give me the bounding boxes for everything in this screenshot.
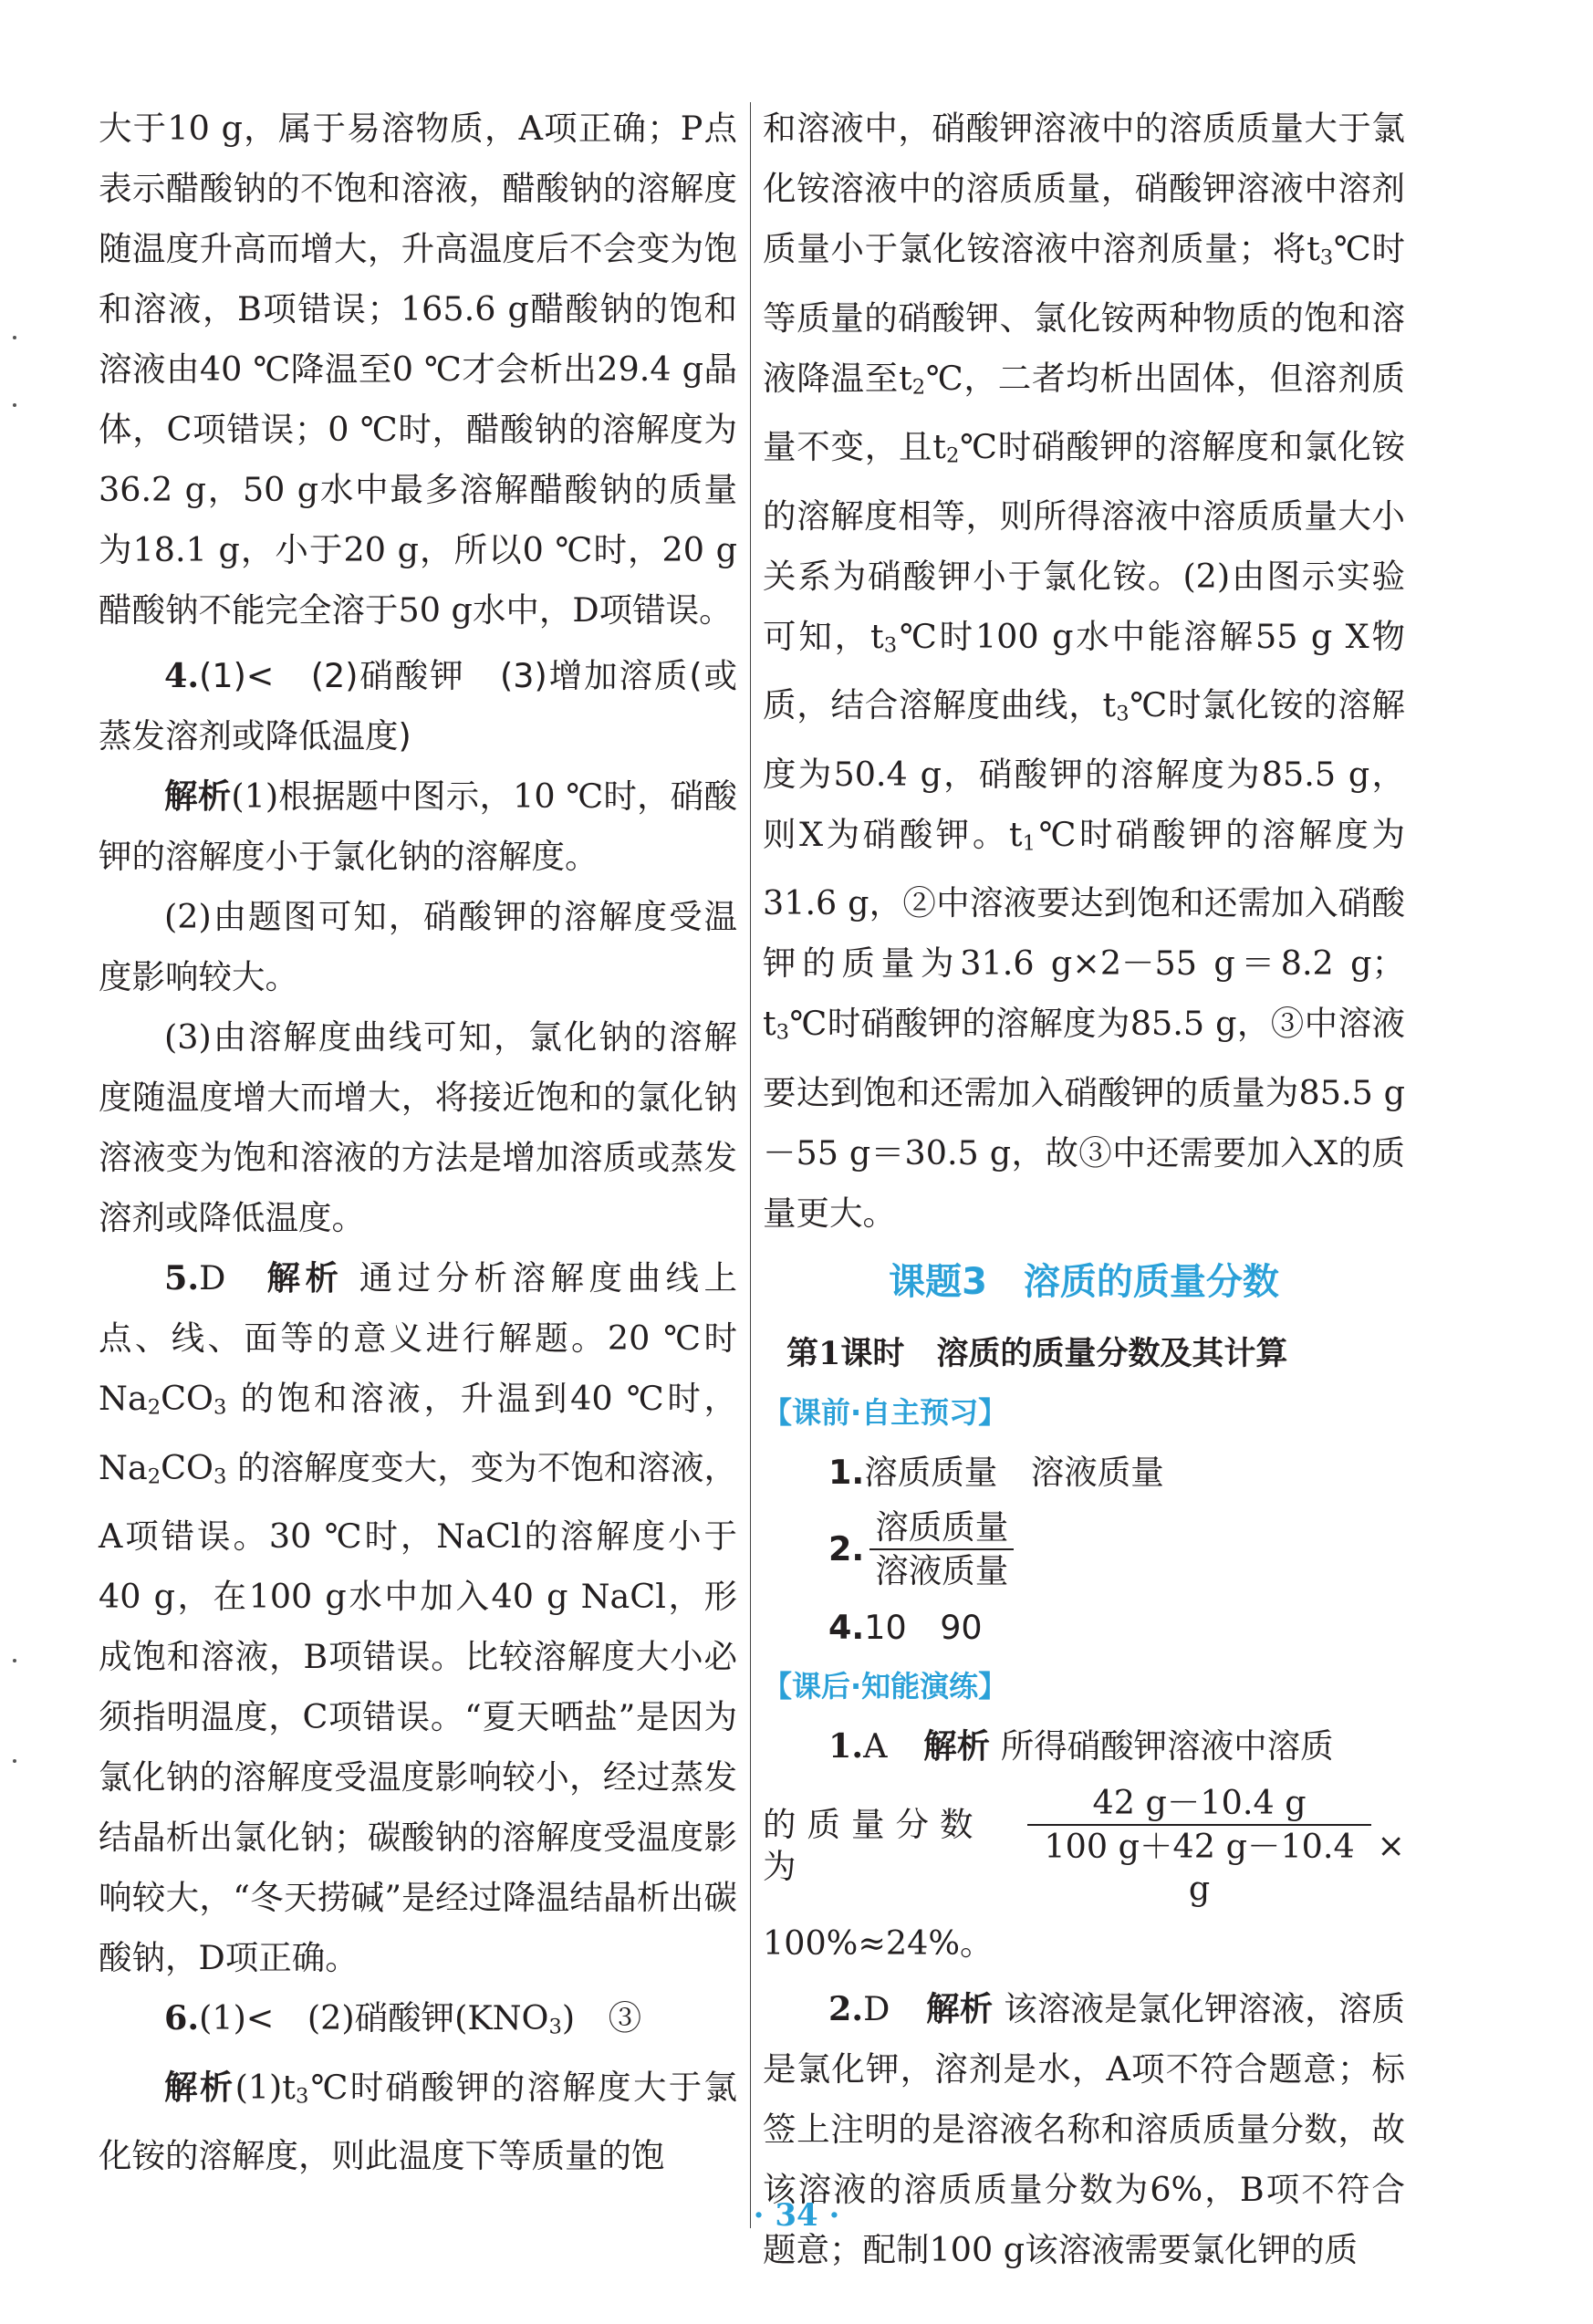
tag-after-class: 【课后·知能演练】 bbox=[763, 1668, 1008, 1704]
formula-sub: 3 bbox=[295, 2084, 309, 2109]
formula-sub: 3 bbox=[548, 2015, 562, 2039]
question-number: 2. bbox=[828, 1528, 865, 1568]
fraction-denominator: 100 g＋42 g－10.4 g bbox=[1044, 1826, 1355, 1908]
explanation-text: ℃时硝酸钾的溶解度大于氯化铵的溶解度，则此温度下等质量的饱 bbox=[99, 2067, 737, 2176]
text: ℃时硝酸钾的溶解度为85.5 g，③中溶液要达到饱和还需加入硝酸钾的质量为85.5 g－55 g＝30.5 g，故③中还需要加入X的质量更大。 bbox=[763, 1004, 1405, 1233]
text: ℃时硝酸钾的溶解度为31.6 g，②中溶液要达到饱和还需加入硝酸钾的质量为31.6 g×2－55 g＝8.2 g；t bbox=[763, 814, 1405, 1044]
fraction-numerator: 42 g－10.4 g bbox=[1027, 1782, 1372, 1826]
explanation-4-3: (3)由溶解度曲线可知，氯化钠的溶解度随温度增大而增大，将接近饱和的氯化钠溶液变为饱和溶液的方法是增加溶质或蒸发溶剂或降低温度。 bbox=[99, 1017, 737, 1237]
formula-part: CO bbox=[161, 1447, 213, 1487]
answer-text: (1)< (2)硝酸钾(KNO bbox=[199, 1998, 549, 2038]
explanation-text: 的溶解度变大，变为不饱和溶液，A项错误。30 ℃时，NaCl的溶解度小于40 g，在100 g水中加入40 g NaCl，形成饱和溶液，B项错误。比较溶解度大小必须指明温度，C项错误。“夏天晒盐”是因为氯化钠的溶解度受温度影响较小，经过蒸发结晶析出氯化钠；碳酸钠的溶解度受温度影响较大，“冬天捞碱”是经过降温结晶析出碳酸钠，D项正确。 bbox=[99, 1447, 737, 1978]
fraction-numerator: 溶质质量 bbox=[869, 1506, 1014, 1550]
exercise-1-formula bbox=[763, 1782, 1405, 1910]
explanation-text: 该溶液是氯化钾溶液，溶质是氯化钾，溶剂是水，A项不符合题意；标签上注明的是溶液名称和溶质质量分数，故该溶液的溶质质量分数为6%，B项不符合题意；配制100 g该溶液需要氯化钾的质 bbox=[763, 1988, 1405, 2269]
answer-5 bbox=[99, 1248, 737, 1988]
formula-part: Na bbox=[99, 1379, 148, 1418]
answer-text: (1)< (2)硝酸钾 (3)增加溶质(或蒸发溶剂或降低温度) bbox=[99, 656, 737, 756]
text: ℃时100 g水中能溶解55 g X物质，结合溶解度曲线，t bbox=[763, 616, 1406, 725]
answer-6 bbox=[99, 1988, 737, 2058]
question-number: 4. bbox=[828, 1607, 865, 1647]
binding-mark bbox=[13, 1759, 16, 1763]
answer-text: ) ③ bbox=[561, 1998, 642, 2038]
answer-text: 溶质质量 溶液质量 bbox=[864, 1452, 1164, 1492]
text: ℃时等质量的硝酸钾、氯化铵两种物质的饱和溶液降温至t bbox=[763, 229, 1405, 398]
answer-letter: D bbox=[199, 1258, 226, 1297]
jiexi-label: 解析 bbox=[266, 1258, 344, 1297]
formula-sub: 2 bbox=[147, 1395, 161, 1420]
text: ℃，二者均析出固体，但溶剂质量不变，且t bbox=[763, 358, 1405, 467]
question-number: 1. bbox=[828, 1725, 864, 1766]
text: ℃时氯化铵的溶解度为50.4 g，硝酸钾的溶解度为85.5 g，则X为硝酸钾。t bbox=[763, 685, 1405, 854]
question-number: 2. bbox=[828, 1988, 864, 2028]
lesson-title: 第1课时 溶质的质量分数及其计算 bbox=[786, 1334, 1288, 1372]
exercise-2 bbox=[763, 1979, 1405, 2280]
question-number: 1. bbox=[828, 1452, 865, 1492]
answer-text: 10 90 bbox=[864, 1607, 983, 1647]
formula-sub: 3 bbox=[213, 1464, 227, 1489]
explanation-text: (1)根据题中图示，10 ℃时，硝酸钾的溶解度小于氯化钠的溶解度。 bbox=[99, 776, 737, 876]
explanation-6 bbox=[99, 2058, 737, 2187]
binding-mark bbox=[13, 336, 16, 339]
chem-formula bbox=[99, 1379, 226, 1418]
question-number: 4. bbox=[164, 656, 200, 695]
sub: 3 bbox=[1116, 702, 1130, 726]
formula-part: Na bbox=[99, 1447, 148, 1487]
sub: 3 bbox=[1319, 245, 1334, 270]
column-divider bbox=[750, 102, 751, 2228]
explanation-text: (1)t bbox=[234, 2067, 296, 2107]
chem-formula bbox=[99, 1448, 226, 1487]
answer-4 bbox=[99, 646, 737, 766]
sub: 3 bbox=[776, 1020, 790, 1045]
explanation-text: 的饱和溶液，升温到40 ℃时， bbox=[240, 1379, 737, 1418]
explanation-text: 所得硝酸钾溶液中溶质 bbox=[1000, 1725, 1334, 1766]
preview-answer-2 bbox=[828, 1506, 1405, 1592]
tag-preview: 【课前·自主预习】 bbox=[763, 1394, 1008, 1430]
jiexi-label: 解析 bbox=[923, 1725, 991, 1766]
explanation-6-continued bbox=[763, 99, 1405, 1244]
formula-prefix: 的质量分数为 bbox=[763, 1804, 984, 1886]
section-heading: 课题3 溶质的质量分数 bbox=[889, 1260, 1279, 1303]
question-number: 6. bbox=[164, 1998, 200, 2038]
fraction bbox=[869, 1506, 1014, 1592]
sub: 2 bbox=[911, 375, 926, 400]
formula-part: CO bbox=[161, 1379, 213, 1418]
binding-mark bbox=[13, 1659, 16, 1662]
text: ℃时硝酸钾的溶解度和氯化铵的溶解度相等，则所得溶液中溶质质量大小关系为硝酸钾小于氯化铵。(2)由图示实验可知，t bbox=[763, 427, 1405, 656]
answer-letter: A bbox=[863, 1725, 888, 1766]
fraction-denominator: 溶液质量 bbox=[875, 1550, 1009, 1590]
text: 和溶液中，硝酸钾溶液中的溶质质量大于氯化铵溶液中的溶质质量，硝酸钾溶液中溶剂质量小于氯化铵溶液中溶剂质量；将t bbox=[763, 109, 1405, 268]
fraction bbox=[1027, 1782, 1372, 1910]
sub: 3 bbox=[883, 633, 898, 658]
explanation-4-1 bbox=[99, 766, 737, 887]
binding-mark bbox=[13, 403, 16, 407]
left-column bbox=[99, 99, 737, 2186]
question-number: 5. bbox=[164, 1258, 200, 1297]
preview-answer-4 bbox=[763, 1598, 1405, 1658]
explanation-text: 通过分析溶解度曲线上点、线、面等的意义进行解题。20 ℃时 bbox=[99, 1258, 738, 1358]
formula-sub: 2 bbox=[147, 1464, 161, 1489]
formula-sub: 3 bbox=[213, 1395, 227, 1420]
page-number: · 34 · bbox=[753, 2197, 840, 2234]
answer-letter: D bbox=[863, 1988, 890, 2028]
exercise-1 bbox=[763, 1716, 1405, 1777]
paragraph-continuation: 大于10 g，属于易溶物质，A项正确；P点表示醋酸钠的不饱和溶液，醋酸钠的溶解度随温度升高而增大，升高温度后不会变为饱和溶液，B项错误；165.6 g醋酸钠的饱和溶液由40 ℃降温至0 ℃才会析出29.4 g晶体，C项错误；0 ℃时，醋酸钠的溶解度为36.2 g，50 g水中最多溶解醋酸钠的质量为18.1 g，小于20 g，所以0 ℃时，20 g醋酸钠不能完全溶于50 g水中，D项错误。 bbox=[99, 109, 737, 630]
exercise-1-result: 100%≈24%。 bbox=[763, 1923, 994, 1963]
jiexi-label: 解析 bbox=[164, 2067, 235, 2107]
explanation-4-2: (2)由题图可知，硝酸钾的溶解度受温度影响较大。 bbox=[99, 897, 737, 996]
sub: 2 bbox=[945, 443, 960, 468]
jiexi-label: 解析 bbox=[164, 776, 232, 816]
times-sign: × bbox=[1377, 1825, 1405, 1865]
sub: 1 bbox=[1022, 831, 1036, 856]
right-column bbox=[763, 99, 1405, 2280]
jiexi-label: 解析 bbox=[926, 1988, 994, 2028]
preview-answer-1 bbox=[763, 1443, 1405, 1503]
